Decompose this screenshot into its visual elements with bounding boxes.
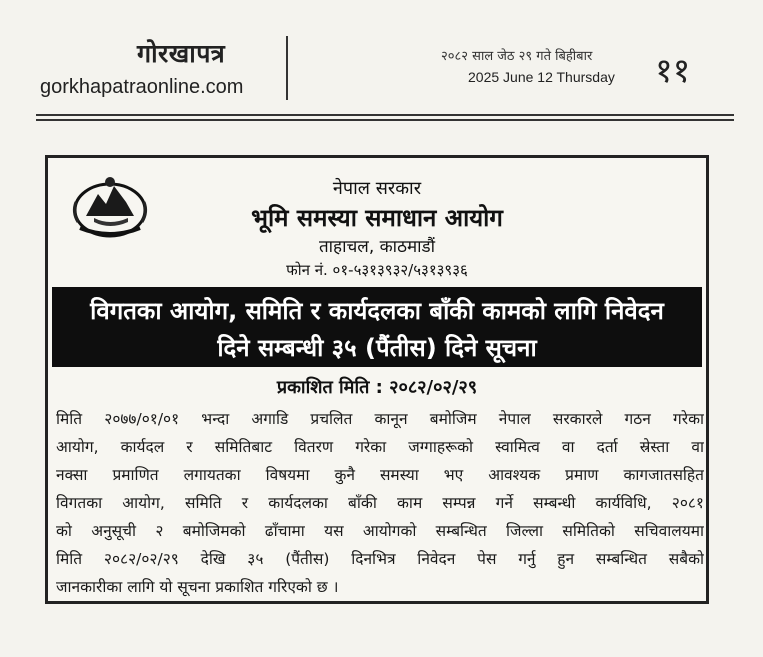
headline-line: दिने सम्बन्धी ३५ (पैंतीस) दिने सूचना — [217, 334, 537, 362]
page-number: ११ — [655, 51, 691, 91]
header-rule — [36, 119, 734, 121]
body-text-line: विगतका आयोग, समिति र कार्यदलका बाँकी काम सम्पन्न गर्ने सम्बन्धी कार्यविधि, २०८१ — [56, 494, 704, 512]
headline-line: विगतका आयोग, समिति र कार्यदलका बाँकी कामको लागि निवेदन — [90, 297, 664, 325]
date-nepali: २०८२ साल जेठ २९ गते बिहीबार — [441, 49, 593, 64]
date-english: 2025 June 12 Thursday — [468, 69, 615, 85]
published-date: प्रकाशित मिति : २०८२/०२/२९ — [276, 377, 478, 398]
body-text-line: आयोग, कार्यदल र समितिबाट वितरण गरेका जग्गाहरूको स्वामित्व वा दर्ता स्रेस्ता वा — [56, 438, 704, 456]
notice-body — [56, 405, 704, 601]
masthead-divider — [286, 36, 288, 100]
government-name: नेपाल सरकार — [332, 178, 422, 199]
body-text-line: नक्सा प्रमाणित लगायतका विषयमा कुनै समस्या भए आवश्यक प्रमाण कागजातसहित — [56, 466, 704, 484]
newspaper-masthead — [0, 0, 763, 120]
body-text-line: मिति २०८२/०२/२९ देखि ३५ (पैंतीस) दिनभित्र निवेदन पेस गर्नु हुन सम्बन्धित सबैको — [56, 550, 704, 568]
header-rule — [36, 114, 734, 116]
newspaper-url: gorkhapatraonline.com — [40, 76, 244, 98]
organization-name: भूमि समस्या समाधान आयोग — [251, 204, 503, 232]
body-text-line: जानकारीका लागि यो सूचना प्रकाशित गरिएको छ । — [56, 578, 339, 596]
body-text-line: मिति २०७७/०१/०१ भन्दा अगाडि प्रचलित कानून बमोजिम नेपाल सरकारले गठन गरेका — [56, 410, 704, 428]
newspaper-name: गोरखापत्र — [137, 39, 226, 68]
organization-address: ताहाचल, काठमाडौं — [318, 237, 436, 257]
phone-numbers: फोन नं. ०१-५३१३९३२/५३१३९३६ — [286, 261, 468, 279]
body-text-line: को अनुसूची २ बमोजिमको ढाँचामा यस आयोगको सम्बन्धित जिल्ला समितिको सचिवालयमा — [56, 522, 704, 540]
